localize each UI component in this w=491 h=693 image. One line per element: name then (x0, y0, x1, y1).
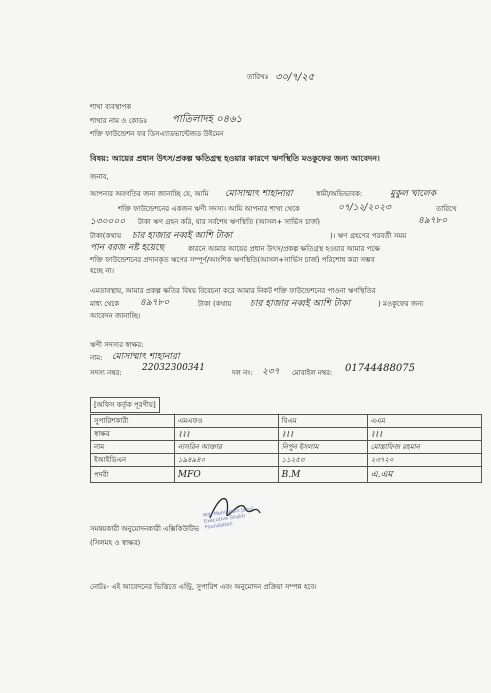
row-label: নাম (91, 441, 175, 454)
table-cell: MFO (174, 467, 278, 483)
header-cell: এমএফও (174, 415, 278, 428)
member-number: 22032300341 (142, 363, 205, 373)
table-header-row (91, 415, 482, 428)
date-value: ৩০/৭/২৫ (275, 72, 315, 83)
table-cell: ১১২৫৩ (278, 454, 367, 467)
recipient-title: শাখা ব্যবস্থাপক (90, 103, 132, 111)
member-no-label: সদস্য নম্বর: (90, 369, 122, 377)
header-cell: সুপারিশকারী (91, 415, 175, 428)
date-label: তারিখঃ (247, 73, 269, 81)
group-number: ২৩৭ (262, 367, 280, 377)
table-row (91, 467, 482, 483)
footer-note: নোটঃ- এই আবেদনের ভিত্তিতে এন্ট্রি, সুপারিশ এবং অনুমোদন প্রক্রিয়া সম্পন্ন হবে। (90, 583, 317, 591)
approval-stamp: Md. Mohiuddin Jamil Executive Shakti Foundation (202, 506, 254, 531)
body-text: টাকা ঋণ গ্রহন করি, যার সর্বশেষ ঋণস্থিতি (আসল+ সার্ভিস চার্জ) (138, 218, 320, 226)
body-text: স্বামী/অভিভাবক: (316, 190, 363, 198)
waive-amount-words: চার হাজার নব্বই আশি টাকা (250, 299, 351, 309)
salutation: জনাব, (90, 173, 109, 181)
mobile-number: 01744488075 (345, 363, 415, 374)
applicant-name: মোসাম্মাৎ শাহানারা (225, 189, 293, 199)
body-text: এমতাবস্থায়, আমার প্রকল্প ক্ষতির বিষয় বিবেচনা করে আমার নিকট শক্তি ফাউন্ডেশনের পাওনা ঋণস্থিতির (90, 287, 376, 295)
office-table (90, 414, 482, 483)
body-text: )। ঋণ গ্রহণের পরবর্তী সময় (330, 232, 407, 240)
table-cell: নিপুন ইসলাম (278, 441, 367, 454)
table-row (91, 454, 482, 467)
guardian-name: মুকুল খালেক (390, 189, 436, 199)
member-signature-label: ঋণী সদস্যর স্বাক্ষর: (90, 341, 144, 349)
mobile-label: মোবাইল নম্বর: (292, 369, 333, 377)
loss-reason: পান বরজ নষ্ট হয়েছে (90, 243, 165, 253)
signature-cell: ⌇⌇⌇ (174, 428, 278, 441)
body-text: শক্তি ফাউন্ডেশনের একজন ঋণী সদস্য। আমি আপনার শাখা থেকে (118, 205, 300, 213)
table-cell: নাসরিন আক্তার (174, 441, 278, 454)
approver-title: সমন্বয়কারী অনুমোদনকারী এক্সিকিউটিভ (90, 525, 200, 533)
loan-date: ০৭/১২/২০২৩ (338, 203, 391, 213)
approver-seal-label: (সিলমহ ও স্বাক্ষর) (90, 539, 141, 547)
header-cell: এএম (367, 415, 481, 428)
table-cell: মোস্তাফিজ রহমান (367, 441, 481, 454)
table-cell: B.M (278, 467, 367, 483)
member-name-label: নাম: (90, 354, 103, 362)
amount-in-words: চার হাজার নব্বই আশি টাকা (132, 231, 233, 241)
body-text: আবেদন জানাচ্ছি। (90, 312, 141, 320)
table-cell: ২৩৭২০ (367, 454, 481, 467)
subject-line: বিষয়: আয়ের প্রধান উৎস/প্রকল্প ক্ষতিগ্রস্থ হওয়ার কারণে ঋণস্থিতি মওকুফের জন্য আবেদন। (90, 154, 380, 163)
body-text: কারনে আমার আয়ের প্রধান উৎস/প্রকল্প ক্ষতিগ্রস্থ হওয়ার আমার পক্ষে (188, 245, 380, 253)
signature-cell: ⌇⌇⌇ (367, 428, 481, 441)
organization-name: শক্তি ফাউন্ডেশন ফর ডিসএ্যাডভান্টেজড উইমেন (90, 130, 224, 138)
header-cell: বিএম (278, 415, 367, 428)
table-cell: ১৯৪৯৪০ (174, 454, 278, 467)
body-text: টাকা(কথায় (90, 232, 122, 240)
body-text: তারিখে (436, 205, 457, 213)
body-text: মাধ্য থেকে (90, 300, 120, 308)
balance-amount: ৪৯৭৮০ (418, 216, 448, 226)
group-no-label: দল নং: (232, 369, 253, 377)
signature-cell: ⌇⌇⌇ (278, 428, 367, 441)
loan-amount: ১৩০০০০ (90, 217, 126, 227)
table-row (91, 441, 482, 454)
branch-label: শাখার নাম ও কোডঃ (90, 117, 148, 125)
branch-value: পাতিলাদহ ০৪৬১ (172, 114, 243, 125)
table-row (91, 428, 482, 441)
body-text: আপনার অবগতির জন্য জানাচ্ছি যে, আমি (90, 190, 209, 198)
member-name: মোসাম্মাৎ শাহানারা (112, 352, 180, 362)
office-use-label: [অফিস কর্তৃক পূরণীয়] (90, 397, 160, 413)
body-text: টাকা (কথায় (198, 300, 232, 308)
body-text: ) মওকুফের জন্য (378, 300, 424, 308)
row-label: স্বাক্ষর (91, 428, 175, 441)
body-text: শক্তি ফাউন্ডেশনের প্রদানকৃত ঋণের সম্পূর্ণ/আংশিক ঋণস্থিতি(আসল+সার্ভিস চার্জ) পরিশোধ করা সম্ভব (90, 256, 375, 264)
table-cell: এ.এম (367, 467, 481, 483)
body-text: হচ্ছে না। (90, 267, 115, 275)
row-label: ইআইডিএন (91, 454, 175, 467)
row-label: পদবী (91, 467, 175, 483)
waive-amount: ৪৯৭৮০ (140, 298, 170, 308)
